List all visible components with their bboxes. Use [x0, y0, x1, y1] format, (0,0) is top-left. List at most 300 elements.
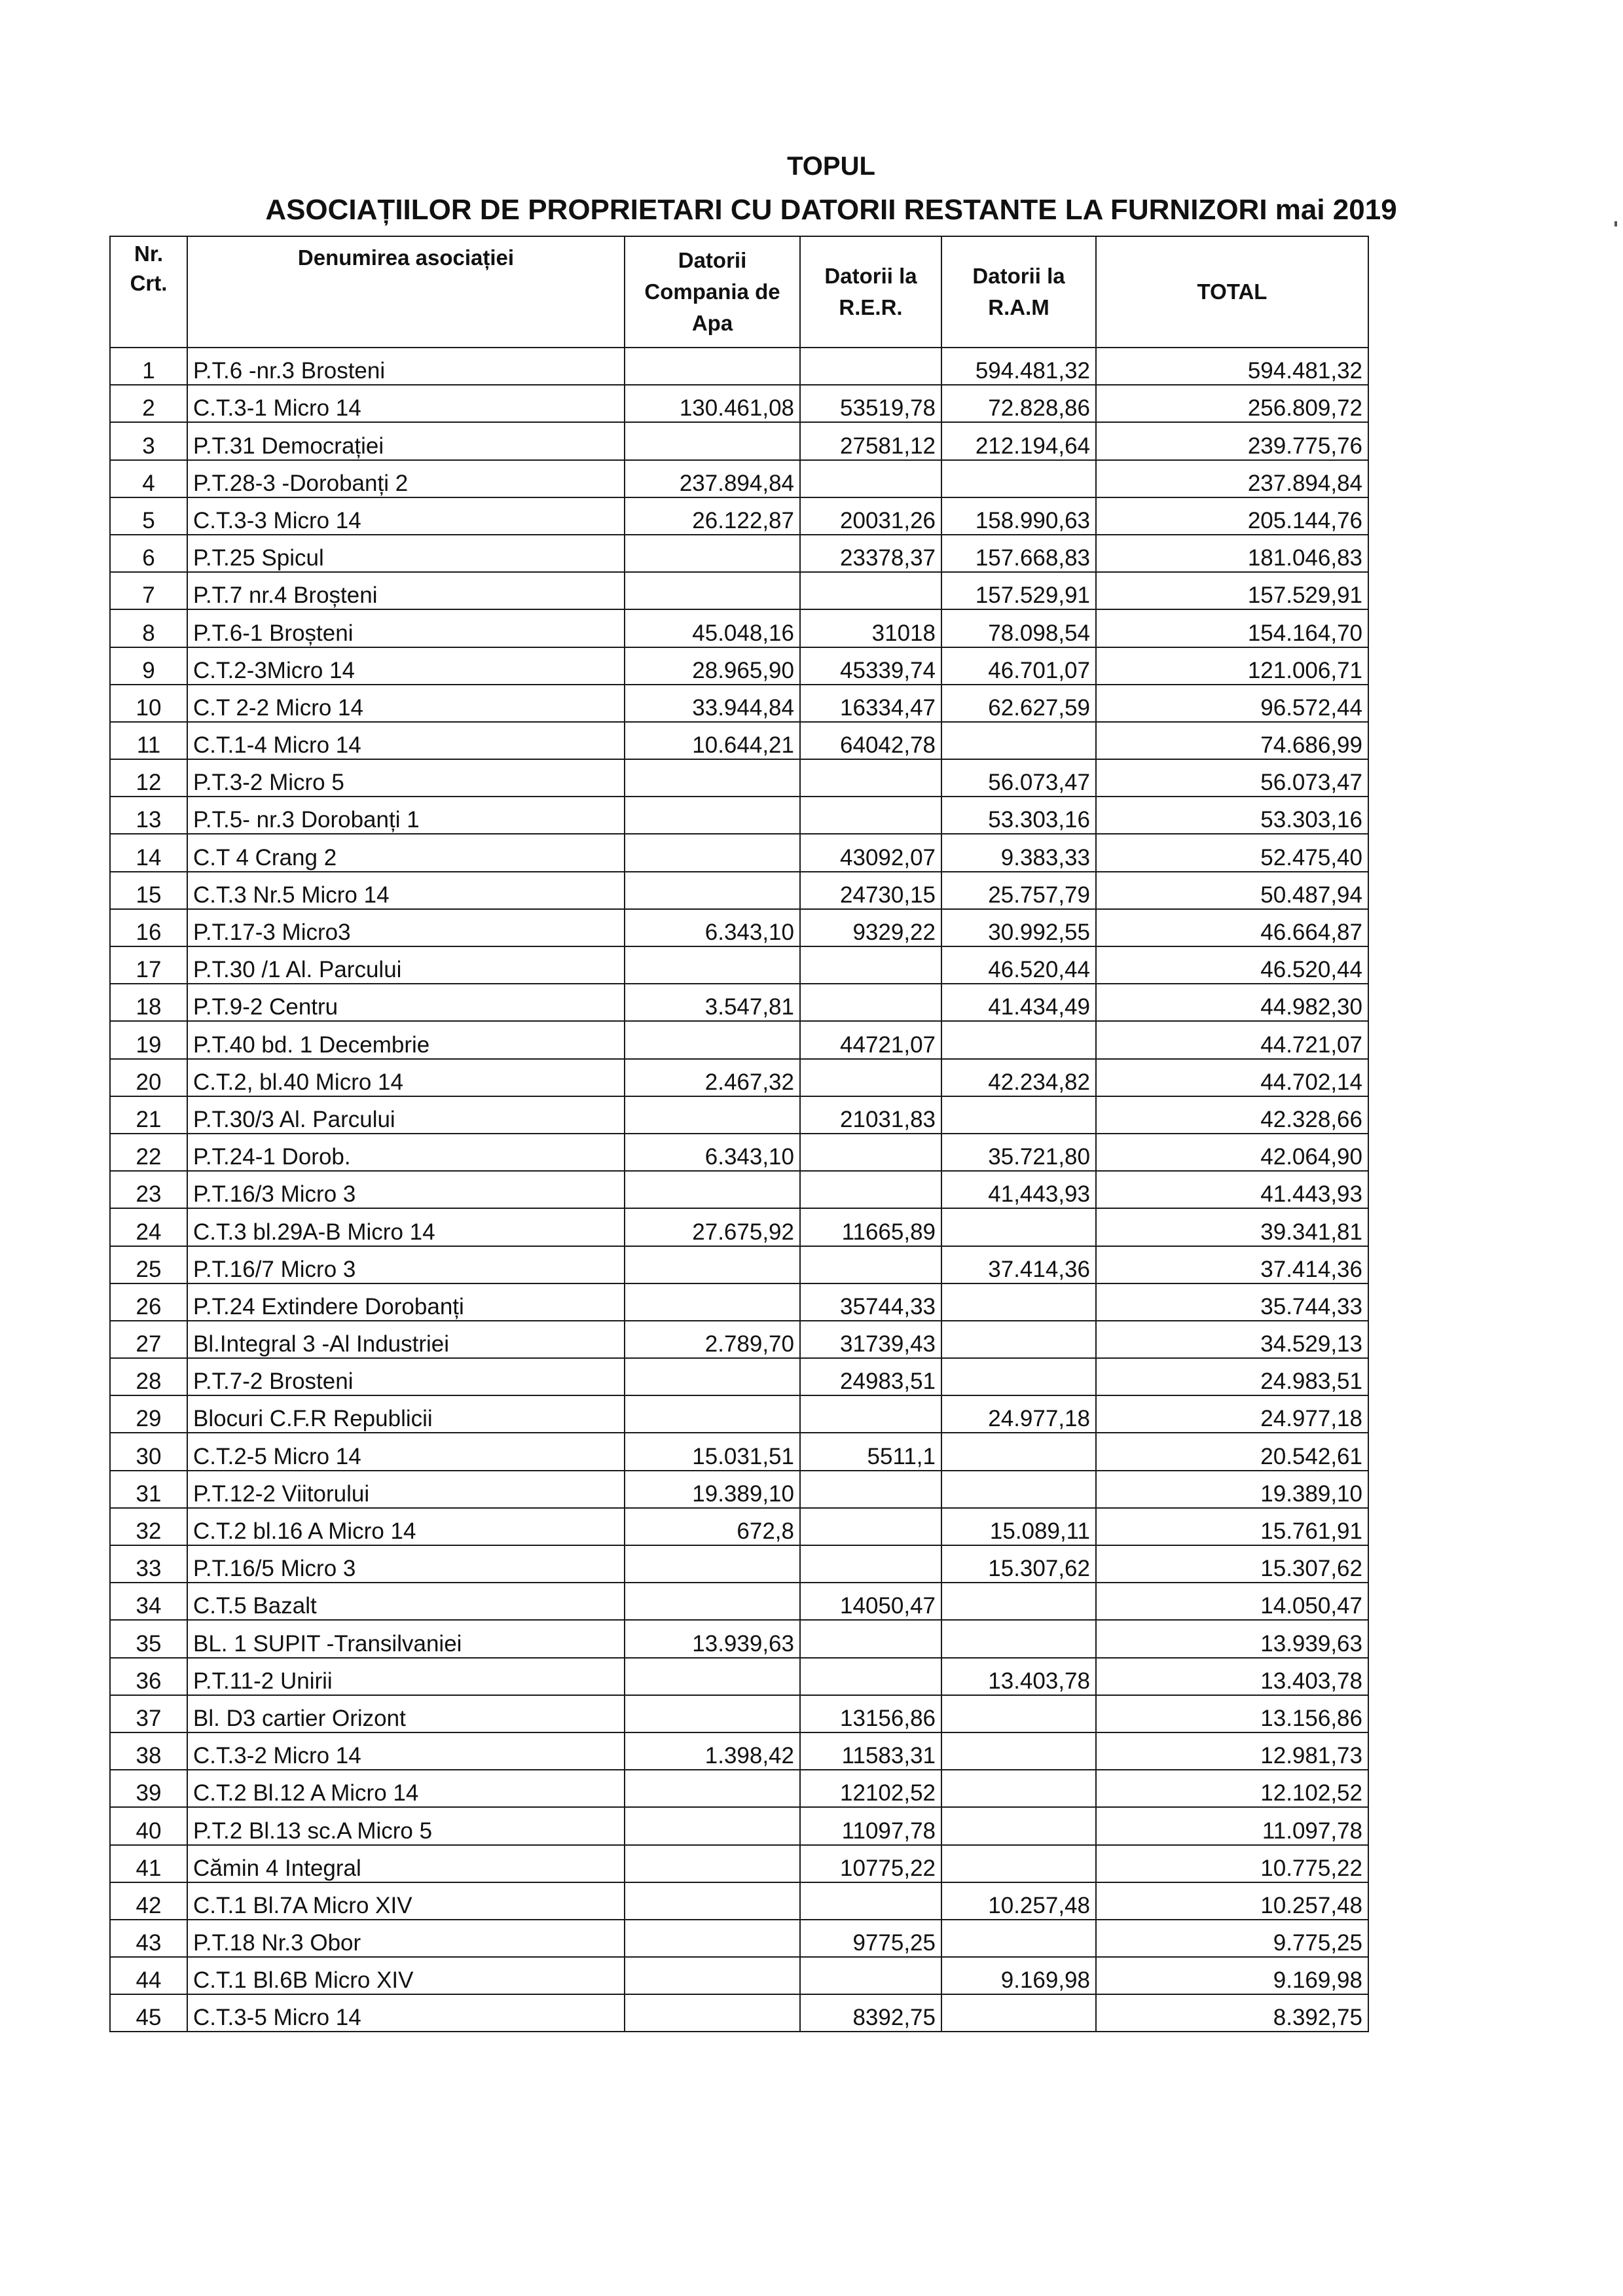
cell-rer-debt: 9775,25: [800, 1920, 941, 1957]
cell-association-name: P.T.24 Extindere Dorobanți: [187, 1283, 625, 1321]
table-row: [110, 1845, 1368, 1882]
cell-nr: 37: [110, 1695, 187, 1732]
cell-nr: 30: [110, 1433, 187, 1470]
table-row: [110, 685, 1368, 722]
cell-nr: 29: [110, 1395, 187, 1433]
header-nr-line2: Crt.: [130, 270, 168, 295]
cell-apa-debt: [625, 1994, 800, 2032]
cell-total: 8.392,75: [1096, 1994, 1368, 2032]
cell-rer-debt: [800, 1395, 941, 1433]
table-row: [110, 1208, 1368, 1246]
debts-table: [109, 236, 1369, 2032]
cell-total: 12.981,73: [1096, 1732, 1368, 1770]
header-nr: [110, 236, 187, 348]
table-header: [110, 236, 1368, 348]
cell-total: 42.064,90: [1096, 1134, 1368, 1171]
table-row: [110, 572, 1368, 609]
table-row: [110, 1583, 1368, 1620]
cell-nr: 27: [110, 1321, 187, 1358]
cell-apa-debt: [625, 1882, 800, 1920]
cell-total: 9.169,98: [1096, 1957, 1368, 1994]
cell-association-name: C.T.3-5 Micro 14: [187, 1994, 625, 2032]
cell-association-name: P.T.3-2 Micro 5: [187, 759, 625, 797]
cell-nr: 35: [110, 1620, 187, 1657]
cell-rer-debt: 14050,47: [800, 1583, 941, 1620]
table-row: [110, 1770, 1368, 1807]
cell-association-name: C.T.2 Bl.12 A Micro 14: [187, 1770, 625, 1807]
cell-ram-debt: [941, 1920, 1096, 1957]
cell-ram-debt: 30.992,55: [941, 909, 1096, 946]
cell-apa-debt: [625, 1021, 800, 1058]
cell-total: 46.664,87: [1096, 909, 1368, 946]
cell-total: 256.809,72: [1096, 385, 1368, 422]
cell-apa-debt: [625, 1358, 800, 1395]
cell-nr: 19: [110, 1021, 187, 1058]
table-row: [110, 1134, 1368, 1171]
cell-nr: 1: [110, 348, 187, 385]
cell-ram-debt: [941, 1695, 1096, 1732]
cell-ram-debt: 53.303,16: [941, 797, 1096, 834]
cell-association-name: C.T.3-2 Micro 14: [187, 1732, 625, 1770]
table-row: [110, 609, 1368, 647]
cell-nr: 36: [110, 1658, 187, 1695]
cell-ram-debt: 24.977,18: [941, 1395, 1096, 1433]
cell-nr: 2: [110, 385, 187, 422]
cell-total: 50.487,94: [1096, 872, 1368, 909]
cell-nr: 10: [110, 685, 187, 722]
cell-ram-debt: [941, 1807, 1096, 1844]
cell-ram-debt: 42.234,82: [941, 1059, 1096, 1096]
cell-ram-debt: 46.520,44: [941, 946, 1096, 984]
cell-nr: 9: [110, 647, 187, 685]
cell-rer-debt: [800, 1957, 941, 1994]
cell-total: 35.744,33: [1096, 1283, 1368, 1321]
cell-ram-debt: [941, 1583, 1096, 1620]
header-rer: Datorii la R.E.R.: [800, 236, 941, 348]
cell-nr: 42: [110, 1882, 187, 1920]
cell-nr: 18: [110, 984, 187, 1021]
cell-total: 11.097,78: [1096, 1807, 1368, 1844]
cell-association-name: C.T.3-1 Micro 14: [187, 385, 625, 422]
cell-rer-debt: 27581,12: [800, 422, 941, 459]
cell-total: 14.050,47: [1096, 1583, 1368, 1620]
cell-ram-debt: 594.481,32: [941, 348, 1096, 385]
cell-total: 19.389,10: [1096, 1471, 1368, 1508]
cell-nr: 38: [110, 1732, 187, 1770]
cell-association-name: C.T 4 Crang 2: [187, 834, 625, 871]
cell-association-name: P.T.11-2 Unirii: [187, 1658, 625, 1695]
cell-total: 10.775,22: [1096, 1845, 1368, 1882]
table-row: [110, 1957, 1368, 1994]
cell-total: 9.775,25: [1096, 1920, 1368, 1957]
cell-total: 13.939,63: [1096, 1620, 1368, 1657]
table-body: [110, 348, 1368, 2032]
cell-nr: 17: [110, 946, 187, 984]
cell-ram-debt: [941, 1358, 1096, 1395]
header-row: [110, 236, 1368, 348]
cell-association-name: C.T.1-4 Micro 14: [187, 722, 625, 759]
cell-nr: 5: [110, 497, 187, 535]
cell-rer-debt: [800, 946, 941, 984]
cell-apa-debt: [625, 759, 800, 797]
cell-total: 41.443,93: [1096, 1171, 1368, 1208]
cell-nr: 7: [110, 572, 187, 609]
cell-ram-debt: [941, 1208, 1096, 1246]
table-row: [110, 984, 1368, 1021]
cell-total: 39.341,81: [1096, 1208, 1368, 1246]
cell-rer-debt: 20031,26: [800, 497, 941, 535]
cell-total: 181.046,83: [1096, 535, 1368, 572]
cell-nr: 3: [110, 422, 187, 459]
cell-nr: 14: [110, 834, 187, 871]
table-row: [110, 422, 1368, 459]
cell-total: 24.983,51: [1096, 1358, 1368, 1395]
cell-rer-debt: [800, 1658, 941, 1695]
cell-ram-debt: [941, 1732, 1096, 1770]
cell-total: 121.006,71: [1096, 647, 1368, 685]
cell-ram-debt: 13.403,78: [941, 1658, 1096, 1695]
cell-rer-debt: 44721,07: [800, 1021, 941, 1058]
cell-apa-debt: 19.389,10: [625, 1471, 800, 1508]
table-row: [110, 1021, 1368, 1058]
table-row: [110, 1732, 1368, 1770]
cell-apa-debt: 45.048,16: [625, 609, 800, 647]
cell-nr: 20: [110, 1059, 187, 1096]
cell-apa-debt: 1.398,42: [625, 1732, 800, 1770]
cell-rer-debt: [800, 1620, 941, 1657]
cell-rer-debt: [800, 1171, 941, 1208]
cell-rer-debt: 21031,83: [800, 1096, 941, 1134]
header-total: TOTAL: [1096, 236, 1368, 348]
cell-rer-debt: 45339,74: [800, 647, 941, 685]
cell-ram-debt: 212.194,64: [941, 422, 1096, 459]
cell-ram-debt: [941, 460, 1096, 497]
cell-nr: 45: [110, 1994, 187, 2032]
cell-association-name: P.T.40 bd. 1 Decembrie: [187, 1021, 625, 1058]
cell-apa-debt: 33.944,84: [625, 685, 800, 722]
cell-ram-debt: 37.414,36: [941, 1246, 1096, 1283]
cell-rer-debt: [800, 1545, 941, 1583]
cell-apa-debt: [625, 572, 800, 609]
cell-rer-debt: 12102,52: [800, 1770, 941, 1807]
cell-rer-debt: [800, 1882, 941, 1920]
cell-nr: 15: [110, 872, 187, 909]
cell-rer-debt: 11583,31: [800, 1732, 941, 1770]
cell-apa-debt: [625, 1807, 800, 1844]
table-row: [110, 1246, 1368, 1283]
cell-association-name: P.T.5- nr.3 Dorobanți 1: [187, 797, 625, 834]
cell-ram-debt: 46.701,07: [941, 647, 1096, 685]
cell-apa-debt: 27.675,92: [625, 1208, 800, 1246]
cell-nr: 13: [110, 797, 187, 834]
cell-association-name: P.T.16/7 Micro 3: [187, 1246, 625, 1283]
cell-apa-debt: [625, 535, 800, 572]
cell-nr: 26: [110, 1283, 187, 1321]
cell-ram-debt: 41.434,49: [941, 984, 1096, 1021]
cell-apa-debt: [625, 1171, 800, 1208]
cell-nr: 40: [110, 1807, 187, 1844]
cell-rer-debt: 24730,15: [800, 872, 941, 909]
table-row: [110, 1807, 1368, 1844]
cell-total: 52.475,40: [1096, 834, 1368, 871]
cell-nr: 41: [110, 1845, 187, 1882]
cell-nr: 31: [110, 1471, 187, 1508]
cell-apa-debt: 10.644,21: [625, 722, 800, 759]
cell-association-name: P.T.12-2 Viitorului: [187, 1471, 625, 1508]
cell-total: 96.572,44: [1096, 685, 1368, 722]
cell-apa-debt: [625, 872, 800, 909]
cell-association-name: BL. 1 SUPIT -Transilvaniei: [187, 1620, 625, 1657]
cell-association-name: Bl.Integral 3 -Al Industriei: [187, 1321, 625, 1358]
cell-association-name: C.T.1 Bl.7A Micro XIV: [187, 1882, 625, 1920]
table-row: [110, 1658, 1368, 1695]
cell-association-name: P.T.31 Democrației: [187, 422, 625, 459]
cell-ram-debt: [941, 1096, 1096, 1134]
table-row: [110, 722, 1368, 759]
cell-total: 13.403,78: [1096, 1658, 1368, 1695]
cell-total: 239.775,76: [1096, 422, 1368, 459]
cell-rer-debt: [800, 759, 941, 797]
cell-rer-debt: 10775,22: [800, 1845, 941, 1882]
cell-ram-debt: [941, 1471, 1096, 1508]
cell-nr: 12: [110, 759, 187, 797]
cell-total: 74.686,99: [1096, 722, 1368, 759]
cell-association-name: P.T.7 nr.4 Broșteni: [187, 572, 625, 609]
table-row: [110, 497, 1368, 535]
cell-ram-debt: [941, 1433, 1096, 1470]
table-row: [110, 1882, 1368, 1920]
cell-total: 10.257,48: [1096, 1882, 1368, 1920]
cell-association-name: P.T.6 -nr.3 Brosteni: [187, 348, 625, 385]
cell-rer-debt: [800, 1471, 941, 1508]
cell-association-name: P.T.28-3 -Dorobanți 2: [187, 460, 625, 497]
header-nr-line1: Nr.: [134, 242, 164, 266]
table-row: [110, 1994, 1368, 2032]
cell-rer-debt: [800, 572, 941, 609]
cell-ram-debt: [941, 722, 1096, 759]
cell-rer-debt: [800, 1059, 941, 1096]
cell-ram-debt: [941, 1283, 1096, 1321]
cell-total: 20.542,61: [1096, 1433, 1368, 1470]
cell-ram-debt: 72.828,86: [941, 385, 1096, 422]
cell-total: 46.520,44: [1096, 946, 1368, 984]
cell-total: 34.529,13: [1096, 1321, 1368, 1358]
cell-rer-debt: [800, 1134, 941, 1171]
table-row: [110, 797, 1368, 834]
cell-nr: 23: [110, 1171, 187, 1208]
document-title: TOPUL: [787, 152, 875, 181]
cell-association-name: P.T.24-1 Dorob.: [187, 1134, 625, 1171]
cell-apa-debt: 130.461,08: [625, 385, 800, 422]
cell-association-name: C.T 2-2 Micro 14: [187, 685, 625, 722]
cell-association-name: P.T.17-3 Micro3: [187, 909, 625, 946]
cell-ram-debt: 56.073,47: [941, 759, 1096, 797]
cell-apa-debt: 6.343,10: [625, 1134, 800, 1171]
cell-ram-debt: [941, 1620, 1096, 1657]
table-row: [110, 1433, 1368, 1470]
cell-rer-debt: 13156,86: [800, 1695, 941, 1732]
table-row: [110, 1171, 1368, 1208]
cell-total: 44.702,14: [1096, 1059, 1368, 1096]
cell-total: 13.156,86: [1096, 1695, 1368, 1732]
cell-total: 15.307,62: [1096, 1545, 1368, 1583]
cell-rer-debt: 16334,47: [800, 685, 941, 722]
cell-total: 237.894,84: [1096, 460, 1368, 497]
cell-rer-debt: 35744,33: [800, 1283, 941, 1321]
cell-association-name: Bl. D3 cartier Orizont: [187, 1695, 625, 1732]
table-row: [110, 759, 1368, 797]
table-row: [110, 909, 1368, 946]
cell-nr: 28: [110, 1358, 187, 1395]
cell-association-name: C.T.3 bl.29A-B Micro 14: [187, 1208, 625, 1246]
cell-association-name: P.T.16/3 Micro 3: [187, 1171, 625, 1208]
table-row: [110, 1096, 1368, 1134]
cell-association-name: C.T.2-5 Micro 14: [187, 1433, 625, 1470]
cell-rer-debt: [800, 797, 941, 834]
cell-association-name: P.T.2 Bl.13 sc.A Micro 5: [187, 1807, 625, 1844]
cell-total: 44.982,30: [1096, 984, 1368, 1021]
cell-rer-debt: 8392,75: [800, 1994, 941, 2032]
cell-ram-debt: 10.257,48: [941, 1882, 1096, 1920]
cell-association-name: P.T.9-2 Centru: [187, 984, 625, 1021]
cell-apa-debt: [625, 1695, 800, 1732]
cell-total: 12.102,52: [1096, 1770, 1368, 1807]
cell-nr: 4: [110, 460, 187, 497]
cell-ram-debt: 157.668,83: [941, 535, 1096, 572]
cell-ram-debt: [941, 1994, 1096, 2032]
cell-nr: 25: [110, 1246, 187, 1283]
cell-association-name: C.T.2, bl.40 Micro 14: [187, 1059, 625, 1096]
cell-ram-debt: [941, 1770, 1096, 1807]
cell-association-name: P.T.16/5 Micro 3: [187, 1545, 625, 1583]
cell-association-name: P.T.6-1 Broșteni: [187, 609, 625, 647]
cell-total: 37.414,36: [1096, 1246, 1368, 1283]
cell-nr: 34: [110, 1583, 187, 1620]
cell-rer-debt: 24983,51: [800, 1358, 941, 1395]
cell-total: 157.529,91: [1096, 572, 1368, 609]
table-row: [110, 1358, 1368, 1395]
cell-association-name: C.T.1 Bl.6B Micro XIV: [187, 1957, 625, 1994]
cell-association-name: C.T.3-3 Micro 14: [187, 497, 625, 535]
cell-apa-debt: [625, 1096, 800, 1134]
table-row: [110, 872, 1368, 909]
cell-total: 15.761,91: [1096, 1508, 1368, 1545]
cell-ram-debt: 157.529,91: [941, 572, 1096, 609]
cell-rer-debt: 9329,22: [800, 909, 941, 946]
cell-apa-debt: [625, 834, 800, 871]
cell-ram-debt: 15.307,62: [941, 1545, 1096, 1583]
cell-total: 53.303,16: [1096, 797, 1368, 834]
cell-ram-debt: [941, 1021, 1096, 1058]
table-row: [110, 348, 1368, 385]
table-row: [110, 946, 1368, 984]
cell-association-name: C.T.2 bl.16 A Micro 14: [187, 1508, 625, 1545]
cell-apa-debt: [625, 348, 800, 385]
cell-association-name: C.T.2-3Micro 14: [187, 647, 625, 685]
cell-apa-debt: 13.939,63: [625, 1620, 800, 1657]
cell-association-name: P.T.30 /1 Al. Parcului: [187, 946, 625, 984]
cell-ram-debt: 78.098,54: [941, 609, 1096, 647]
cell-apa-debt: 2.789,70: [625, 1321, 800, 1358]
cell-rer-debt: 43092,07: [800, 834, 941, 871]
cell-association-name: P.T.25 Spicul: [187, 535, 625, 572]
cell-total: 154.164,70: [1096, 609, 1368, 647]
cell-apa-debt: [625, 1957, 800, 1994]
cell-apa-debt: 15.031,51: [625, 1433, 800, 1470]
table-row: [110, 385, 1368, 422]
cell-ram-debt: 158.990,63: [941, 497, 1096, 535]
cell-ram-debt: [941, 1845, 1096, 1882]
cell-rer-debt: [800, 1508, 941, 1545]
cell-total: 24.977,18: [1096, 1395, 1368, 1433]
table-row: [110, 1059, 1368, 1096]
cell-ram-debt: 15.089,11: [941, 1508, 1096, 1545]
table-row: [110, 535, 1368, 572]
cell-apa-debt: [625, 1583, 800, 1620]
cell-ram-debt: 62.627,59: [941, 685, 1096, 722]
cell-apa-debt: [625, 1920, 800, 1957]
cell-total: 594.481,32: [1096, 348, 1368, 385]
cell-nr: 8: [110, 609, 187, 647]
cell-association-name: C.T.5 Bazalt: [187, 1583, 625, 1620]
header-ram: Datorii la R.A.M: [941, 236, 1096, 348]
cell-apa-debt: [625, 1770, 800, 1807]
cell-nr: 32: [110, 1508, 187, 1545]
cell-apa-debt: 26.122,87: [625, 497, 800, 535]
cell-apa-debt: [625, 1845, 800, 1882]
cell-rer-debt: [800, 348, 941, 385]
cell-apa-debt: [625, 946, 800, 984]
table-row: [110, 1508, 1368, 1545]
cell-apa-debt: [625, 1395, 800, 1433]
table-row: [110, 1620, 1368, 1657]
cell-total: 205.144,76: [1096, 497, 1368, 535]
header-name: Denumirea asociației: [187, 236, 625, 348]
cell-apa-debt: [625, 1283, 800, 1321]
cell-apa-debt: 672,8: [625, 1508, 800, 1545]
cell-association-name: C.T.3 Nr.5 Micro 14: [187, 872, 625, 909]
cell-rer-debt: 53519,78: [800, 385, 941, 422]
cell-ram-debt: 9.383,33: [941, 834, 1096, 871]
table-row: [110, 834, 1368, 871]
cell-rer-debt: [800, 460, 941, 497]
cell-rer-debt: 11097,78: [800, 1807, 941, 1844]
table-row: [110, 1695, 1368, 1732]
header-apa: Datorii Compania de Apa: [625, 236, 800, 348]
scan-mark: [1614, 221, 1617, 226]
cell-rer-debt: 31739,43: [800, 1321, 941, 1358]
table-row: [110, 1545, 1368, 1583]
cell-apa-debt: [625, 797, 800, 834]
table-row: [110, 1283, 1368, 1321]
cell-total: 56.073,47: [1096, 759, 1368, 797]
cell-ram-debt: 41,443,93: [941, 1171, 1096, 1208]
cell-rer-debt: 64042,78: [800, 722, 941, 759]
cell-apa-debt: 28.965,90: [625, 647, 800, 685]
cell-ram-debt: 35.721,80: [941, 1134, 1096, 1171]
cell-rer-debt: 31018: [800, 609, 941, 647]
cell-rer-debt: [800, 984, 941, 1021]
cell-nr: 6: [110, 535, 187, 572]
cell-total: 42.328,66: [1096, 1096, 1368, 1134]
cell-apa-debt: 237.894,84: [625, 460, 800, 497]
cell-association-name: P.T.30/3 Al. Parcului: [187, 1096, 625, 1134]
cell-nr: 16: [110, 909, 187, 946]
cell-association-name: Cămin 4 Integral: [187, 1845, 625, 1882]
cell-association-name: P.T.7-2 Brosteni: [187, 1358, 625, 1395]
cell-nr: 44: [110, 1957, 187, 1994]
cell-apa-debt: 2.467,32: [625, 1059, 800, 1096]
